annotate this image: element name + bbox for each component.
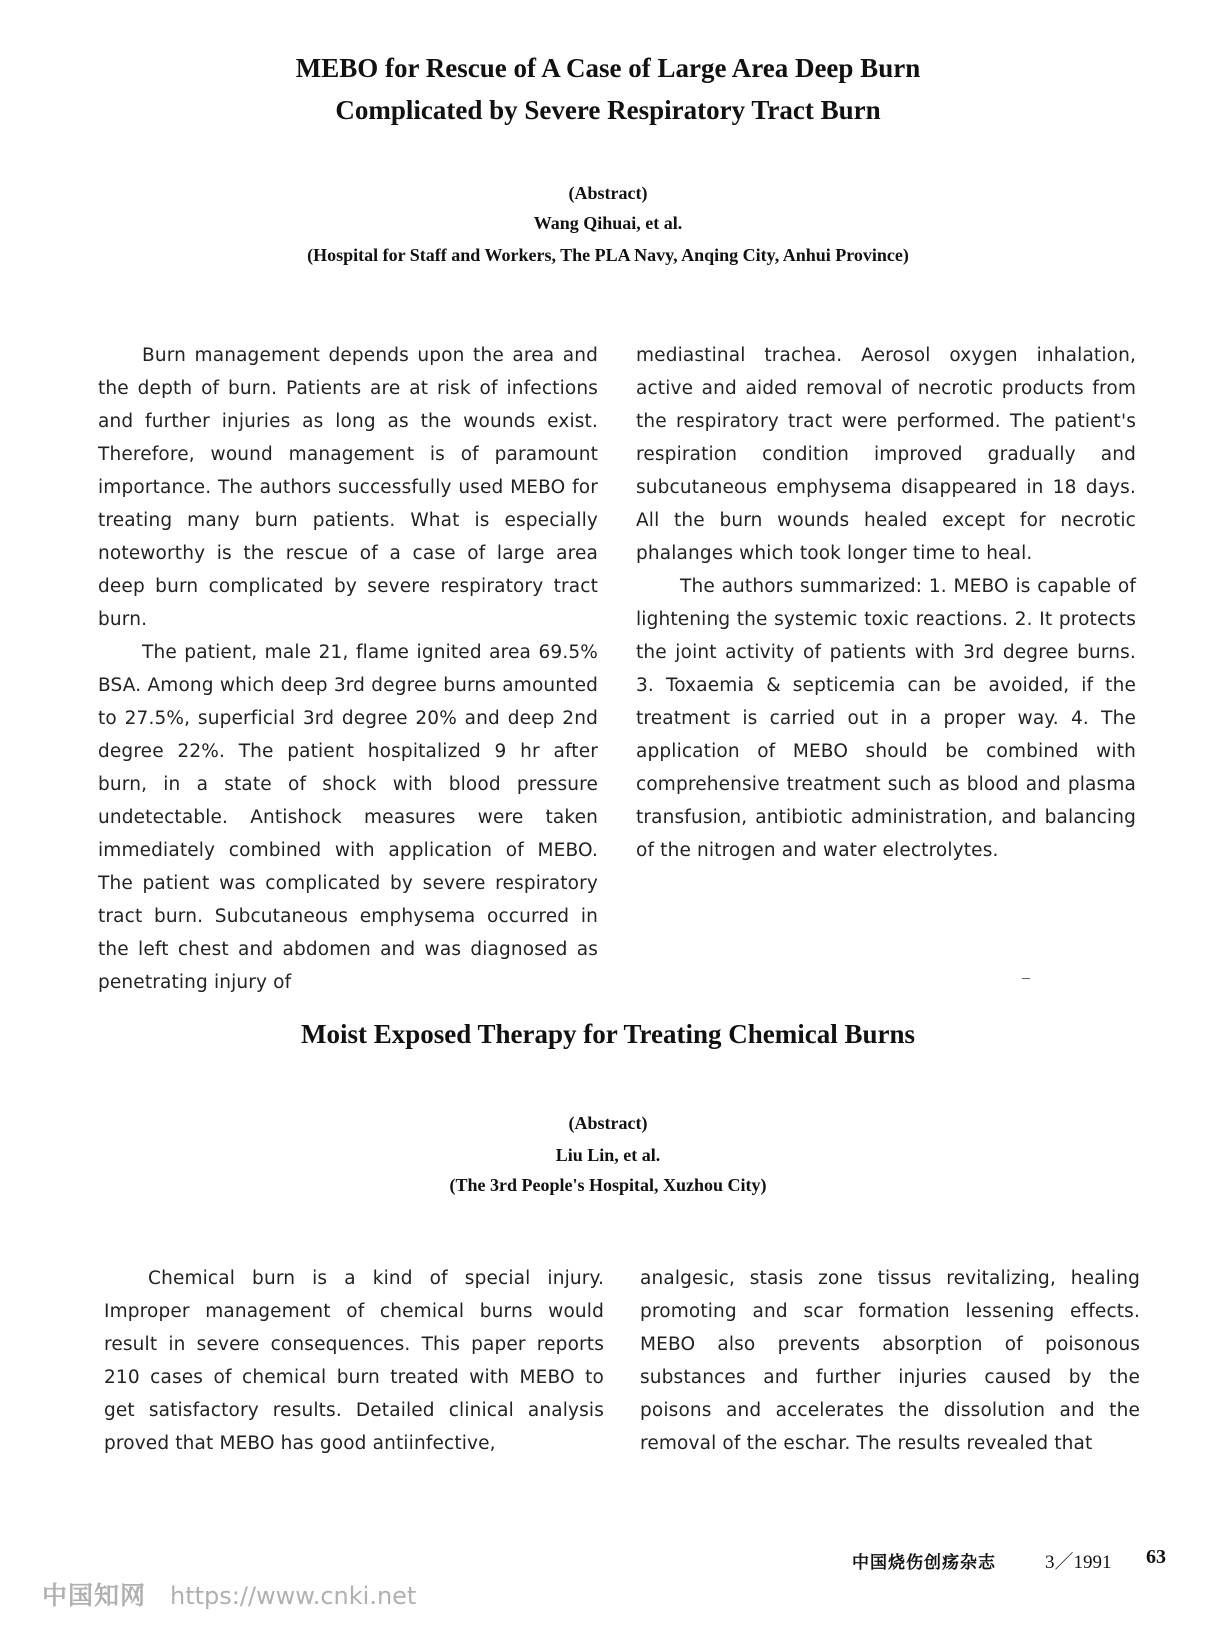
article1-right-column	[636, 339, 1136, 867]
decorative-mark	[1022, 978, 1030, 979]
article2-paragraph-1: Chemical burn is a kind of special injury. Improper management of chemical burns would result in severe consequences. This paper reports 210 cases of chemical burn treated with MEBO to get satisfactory results. Detailed clinical analysis proved that MEBO has good antiinfective,	[104, 1268, 604, 1454]
article2-abstract-label: (Abstract)	[568, 1113, 648, 1133]
article1-affiliation: (Hospital for Staff and Workers, The PLA Navy, Anqing City, Anhui Province)	[307, 245, 909, 265]
article2-right-column	[640, 1262, 1140, 1460]
article1-paragraph-1: Burn management depends upon the area and the depth of burn. Patients are at risk of infections and further injuries as long as the wounds exist. Therefore, wound management is of paramount importance. The authors successfully used MEBO for treating many burn patients. What is especially noteworthy is the rescue of a case of large area deep burn complicated by severe respiratory tract burn.	[98, 345, 598, 630]
article1-paragraph-2-continued: mediastinal trachea. Aerosol oxygen inhalation, active and aided removal of necrotic products from the respiratory tract were performed. The patient's respiration condition improved gradually and subcutaneous emphysema disappeared in 18 days. All the burn wounds healed except for necrotic phalanges which took longer time to heal.	[636, 345, 1136, 564]
article2-affiliation: (The 3rd People's Hospital, Xuzhou City)	[449, 1175, 767, 1195]
page-number: 63	[1146, 1546, 1166, 1568]
article2-paragraph-1-continued: analgesic, stasis zone tissus revitalizing, healing promoting and scar formation lessening effects. MEBO also prevents absorption of poisonous substances and further injuries caused by the poisons and accelerates the dissolution and the removal of the eschar. The results revealed that	[640, 1268, 1140, 1454]
article2-title: Moist Exposed Therapy for Treating Chemical Burns	[300, 1019, 916, 1049]
article1-paragraph-2: The patient, male 21, flame ignited area 69.5% BSA. Among which deep 3rd degree burns amounted to 27.5%, superficial 3rd degree 20% and deep 2nd degree 22%. The patient hospitalized 9 hr after burn, in a state of shock with blood pressure undetectable. Antishock measures were taken immediately combined with application of MEBO. The patient was complicated by severe respiratory tract burn. Subcutaneous emphysema occurred in the left chest and abdomen and was diagnosed as penetrating injury of	[98, 642, 598, 993]
cnki-watermark	[42, 1576, 416, 1612]
article1-authors: Wang Qihuai, et al.	[533, 213, 683, 233]
journal-name: 中国烧伤创疡杂志	[852, 1553, 996, 1573]
article1-title-line2: Complicated by Severe Respiratory Tract Burn	[335, 95, 881, 125]
article1-paragraph-3: The authors summarized: 1. MEBO is capable of lightening the systemic toxic reactions. 2. It protects the joint activity of patients with 3rd degree burns. 3. Toxaemia & septicemia can be avoided, if the treatment is carried out in a proper way. 4. The application of MEBO should be combined with comprehensive treatment such as blood and plasma transfusion, antibiotic administration, and balancing of the nitrogen and water electrolytes.	[636, 576, 1136, 861]
cnki-logo: 中国知网	[42, 1581, 147, 1610]
cnki-url: https://www.cnki.net	[170, 1582, 417, 1610]
article2-authors: Liu Lin, et al.	[555, 1145, 661, 1165]
article1-abstract-label: (Abstract)	[568, 183, 648, 203]
article1-title-line1: MEBO for Rescue of A Case of Large Area Deep Burn	[295, 53, 921, 83]
issue-number: 3／1991	[1045, 1552, 1112, 1573]
article1-left-column	[98, 339, 598, 999]
article2-left-column	[104, 1262, 604, 1460]
